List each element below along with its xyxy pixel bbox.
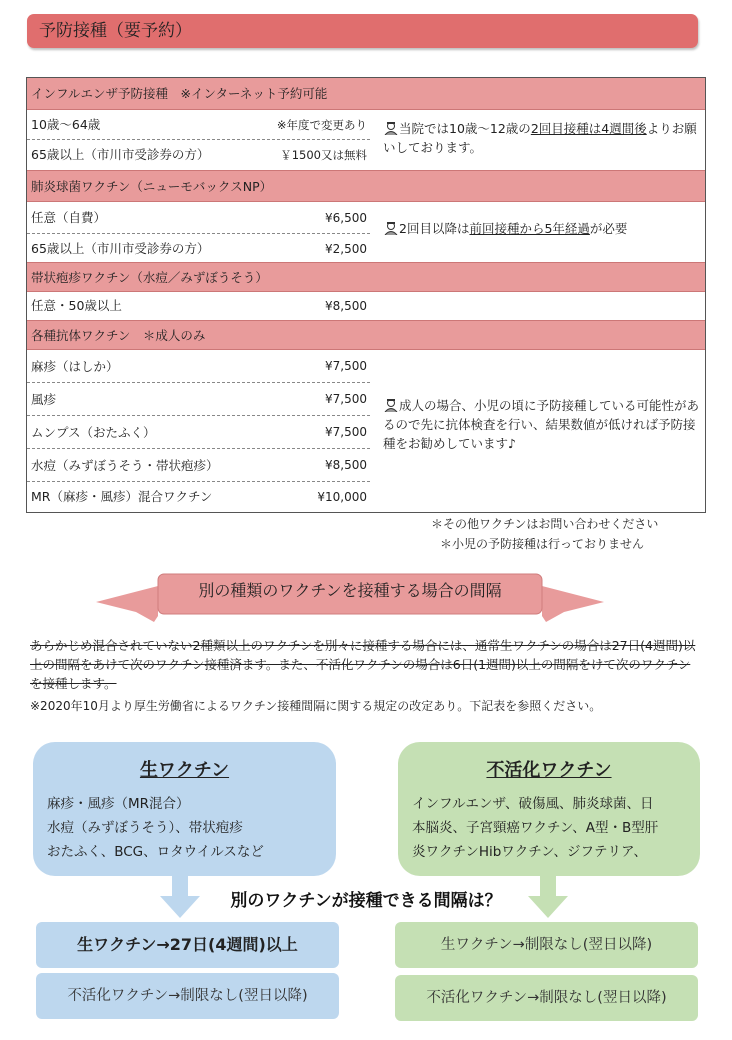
doctor-icon (383, 221, 399, 235)
live-vaccine-list (47, 792, 322, 864)
note-emphasis: 前回接種から5年経過 (469, 221, 590, 236)
interval-question: 別のワクチンが接種できる間隔は？ (230, 891, 502, 911)
category-label: 帯状疱疹ワクチン（水痘／みずぼうそう） (31, 270, 268, 285)
row-price: ￥1500又は無料 (280, 148, 367, 162)
pneumococcal-note (383, 219, 705, 238)
row-label: 任意・50歳以上 (31, 298, 122, 313)
row-label: 風疹 (31, 392, 57, 407)
row-label: 65歳以上（市川市受診券の方） (31, 241, 210, 256)
doctor-icon (383, 398, 399, 412)
footnote-child: ＊小児の予防接種は行っておりません (440, 537, 645, 551)
row-price: ※年度で変更あり (276, 118, 367, 132)
category-label: 各種抗体ワクチン ＊成人のみ (31, 328, 206, 343)
revision-remark: ※2020年10月より厚生労働省によるワクチン接種間隔に関する規定の改定あり。下記表を参照ください。 (30, 699, 602, 713)
category-shingles (27, 262, 705, 292)
price-row (27, 202, 370, 234)
live-vaccine-title: 生ワクチン (139, 760, 230, 781)
note-text: 当院では10歳〜12歳の (399, 121, 531, 136)
row-label: 麻疹（はしか） (31, 359, 119, 374)
old-interval-rule: あらかじめ混合されていない2種類以上のワクチンを別々に接種する場合には、通常生ワクチンの場合は27日(4週間)以上の間隔をあけて次のワクチン接種済ます。また、不活化ワクチンの場合は6日(1週間)以上の間隔をけて次のワクチンを接種します。 (30, 638, 696, 691)
price-row (27, 416, 370, 449)
row-price: ¥2,500 (325, 242, 367, 256)
inactivated-vaccine-list (412, 792, 686, 864)
note-text: よりお願いしております。 (383, 121, 697, 155)
price-row (27, 482, 370, 512)
row-price: ¥6,500 (325, 211, 367, 225)
note-text: が必要 (589, 221, 628, 236)
vaccine-price-table (26, 77, 706, 513)
list-line: 麻疹・風疹（MR混合） (47, 796, 190, 812)
antibody-note (383, 396, 705, 453)
live-result-other: 不活化ワクチン→制限なし(翌日以降) (36, 973, 339, 1019)
row-price: ¥8,500 (325, 458, 367, 472)
list-line: インフルエンザ、破傷風、肺炎球菌、日 (412, 796, 654, 812)
list-line: おたふく、BCG、ロタウイルスなど (47, 844, 264, 860)
list-line: 本脳炎、子宮頸癌ワクチン、A型・B型肝 (412, 820, 659, 836)
page-title: 予防接種（要予約） (39, 21, 192, 41)
doctor-icon (383, 121, 399, 135)
price-row (27, 449, 370, 482)
inactivated-vaccine-box (398, 742, 700, 876)
row-price: ¥7,500 (325, 392, 367, 406)
category-influenza (27, 78, 705, 110)
row-price: ¥10,000 (317, 490, 367, 504)
interval-ribbon (96, 572, 604, 622)
category-label: 肺炎球菌ワクチン（ニューモバックスNP） (31, 179, 273, 194)
row-price: ¥7,500 (325, 359, 367, 373)
inactivated-result-live: 生ワクチン→制限なし(翌日以降) (395, 922, 698, 968)
price-row (27, 234, 370, 264)
live-vaccine-box (33, 742, 336, 876)
row-price: ¥7,500 (325, 425, 367, 439)
row-label: ムンプス（おたふく） (31, 425, 156, 440)
page-title-banner (27, 14, 698, 48)
price-row (27, 140, 370, 170)
category-antibody (27, 320, 705, 350)
price-row (27, 350, 370, 383)
price-row (27, 383, 370, 416)
row-price: ¥8,500 (325, 299, 367, 313)
footnote-other: ＊その他ワクチンはお問い合わせください (431, 517, 659, 531)
note-text: 成人の場合、小児の頃に予防接種している可能性があるので先に抗体検査を行い、結果数値が低ければ予防接種をお勧めしています♪ (383, 398, 700, 451)
row-label: 水痘（みずぼうそう・帯状疱疹） (31, 458, 219, 473)
ribbon-title: 別の種類のワクチンを接種する場合の間隔 (198, 581, 502, 600)
price-row (27, 292, 370, 320)
category-label: インフルエンザ予防接種 ※インターネット予約可能 (31, 86, 328, 101)
list-line: 水痘（みずぼうそう）、帯状疱疹 (47, 820, 243, 836)
row-label: 10歳〜64歳 (31, 117, 101, 132)
row-label: MR（麻疹・風疹）混合ワクチン (31, 489, 213, 504)
category-pneumococcal (27, 170, 705, 202)
inactivated-vaccine-title: 不活化ワクチン (486, 760, 612, 781)
price-row (27, 110, 370, 140)
row-label: 任意（自費） (31, 210, 107, 225)
row-label: 65歳以上（市川市受診券の方） (31, 147, 210, 162)
note-text: 2回目以降は (399, 221, 470, 236)
live-result-same: 生ワクチン→27日(4週間)以上 (36, 922, 339, 968)
influenza-note (383, 119, 705, 157)
inactivated-result-inactivated: 不活化ワクチン→制限なし(翌日以降) (395, 975, 698, 1021)
note-emphasis: 2回目接種は4週間後 (530, 121, 647, 136)
list-line: 炎ワクチンHibワクチン、ジフテリア、 (412, 844, 647, 860)
